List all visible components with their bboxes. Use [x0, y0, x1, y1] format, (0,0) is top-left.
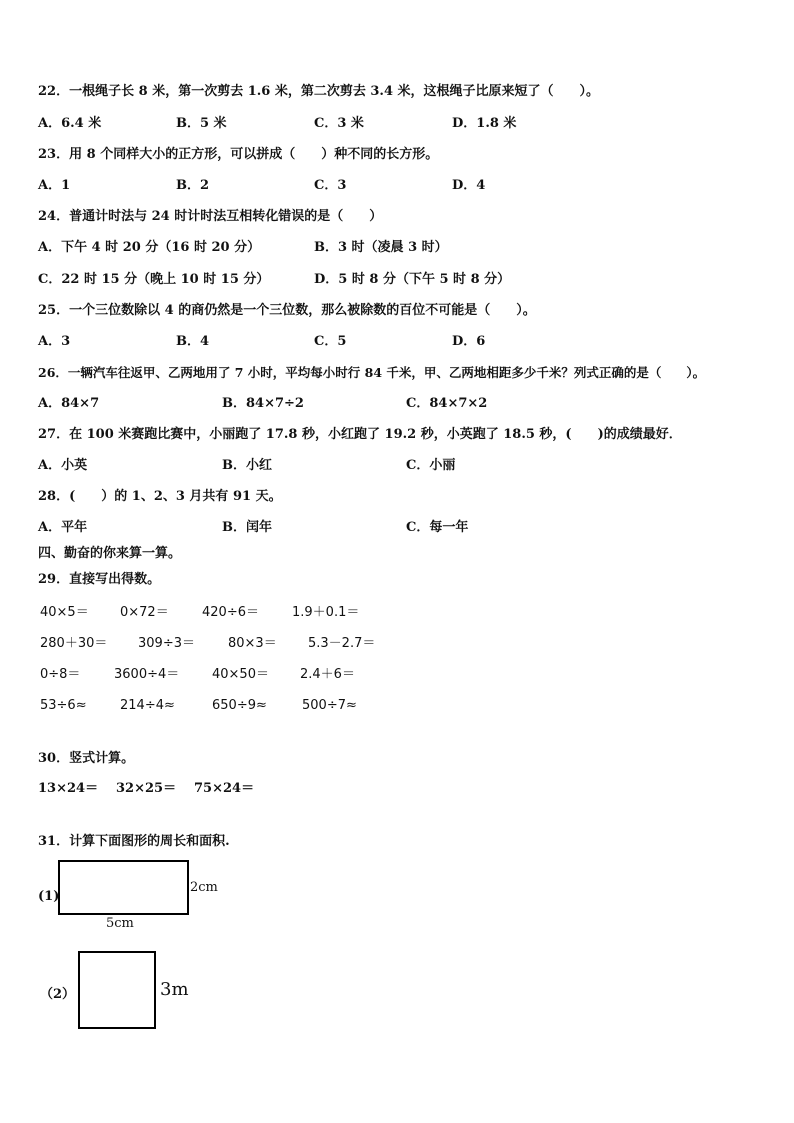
calc-item: 5.3－2.7＝ — [308, 636, 376, 651]
q25-option-b: B．4 — [176, 334, 210, 349]
calc-item: 80×3＝ — [228, 636, 277, 651]
calc-item: 0÷8＝ — [40, 667, 81, 682]
calc-item: 280＋30＝ — [40, 636, 108, 651]
calc-item: 420÷6＝ — [202, 605, 259, 620]
q24-option-a: A．下午 4 时 20 分（16 时 20 分） — [38, 240, 261, 255]
q22-option-c: C．3 米 — [314, 116, 364, 131]
question-30: 30．竖式计算。 — [38, 751, 135, 766]
question-27: 27．在 100 米赛跑比赛中，小丽跑了 17.8 秒，小红跑了 19.2 秒，小英跑了 18.5 秒，( )的成绩最好． — [38, 427, 682, 442]
vertical-calc-item: 75×24＝ — [194, 781, 255, 796]
calc-item: 53÷6≈ — [40, 698, 87, 713]
q24-option-c: C．22 时 15 分（晚上 10 时 15 分） — [38, 272, 270, 287]
calc-item: 3600÷4＝ — [114, 667, 180, 682]
question-25: 25．一个三位数除以 4 的商仍然是一个三位数，那么被除数的百位不可能是（ ）。 — [38, 303, 536, 318]
q22-option-b: B．5 米 — [176, 116, 227, 131]
calc-item: 214÷4≈ — [120, 698, 175, 713]
square-side-label: 3m — [160, 979, 189, 1000]
calc-item: 1.9＋0.1＝ — [292, 605, 360, 620]
calc-item: 309÷3＝ — [138, 636, 195, 651]
q22-option-d: D．1.8 米 — [452, 116, 517, 131]
question-28: 28．( ）的 1、2、3 月共有 91 天。 — [38, 489, 282, 504]
q22-option-a: A．6.4 米 — [38, 116, 102, 131]
rectangle-figure — [58, 860, 189, 915]
q23-option-c: C．3 — [314, 178, 347, 193]
section-heading: 四、勤奋的你来算一算。 — [38, 546, 182, 561]
question-23: 23．用 8 个同样大小的正方形，可以拼成（ ）种不同的长方形。 — [38, 147, 439, 162]
q23-option-d: D．4 — [452, 178, 486, 193]
calc-item: 2.4＋6＝ — [300, 667, 355, 682]
q25-option-c: C．5 — [314, 334, 347, 349]
calc-item: 40×5＝ — [40, 605, 89, 620]
q27-option-b: B．小红 — [222, 458, 272, 473]
q27-option-a: A．小英 — [38, 458, 88, 473]
q23-option-b: B．2 — [176, 178, 210, 193]
q23-option-a: A．1 — [38, 178, 71, 193]
q25-option-d: D．6 — [452, 334, 486, 349]
q24-option-d: D．5 时 8 分（下午 5 时 8 分） — [314, 272, 511, 287]
question-29: 29．直接写出得数。 — [38, 572, 161, 587]
question-24: 24．普通计时法与 24 时计时法互相转化错误的是（ ） — [38, 209, 383, 224]
question-26: 26．一辆汽车往返甲、乙两地用了 7 小时，平均每小时行 84 千米，甲、乙两地相距多少千米？列式正确的是（ ）。 — [38, 365, 706, 380]
q26-option-a: A．84×7 — [38, 396, 100, 411]
q25-option-a: A．3 — [38, 334, 71, 349]
q24-option-b: B．3 时（凌晨 3 时） — [314, 240, 448, 255]
q26-option-b: B．84×7÷2 — [222, 396, 304, 411]
vertical-calc-item: 32×25＝ — [116, 781, 177, 796]
figure-2-label: （2） — [40, 987, 76, 1002]
square-figure — [78, 951, 156, 1029]
question-31: 31．计算下面图形的周长和面积. — [38, 834, 230, 849]
vertical-calc-item: 13×24＝ — [38, 781, 99, 796]
question-22: 22．一根绳子长 8 米，第一次剪去 1.6 米，第二次剪去 3.4 米，这根绳子比原来短了（ ）。 — [38, 84, 600, 99]
calc-item: 650÷9≈ — [212, 698, 267, 713]
q27-option-c: C．小丽 — [406, 458, 456, 473]
q28-option-b: B．闰年 — [222, 520, 272, 535]
rectangle-width-label: 2cm — [190, 880, 218, 895]
q28-option-a: A．平年 — [38, 520, 88, 535]
rectangle-length-label: 5cm — [106, 916, 134, 931]
calc-item: 500÷7≈ — [302, 698, 357, 713]
q26-option-c: C．84×7×2 — [406, 396, 488, 411]
calc-item: 40×50＝ — [212, 667, 269, 682]
q28-option-c: C．每一年 — [406, 520, 469, 535]
calc-item: 0×72＝ — [120, 605, 169, 620]
figure-1-label: (1) — [38, 889, 60, 904]
